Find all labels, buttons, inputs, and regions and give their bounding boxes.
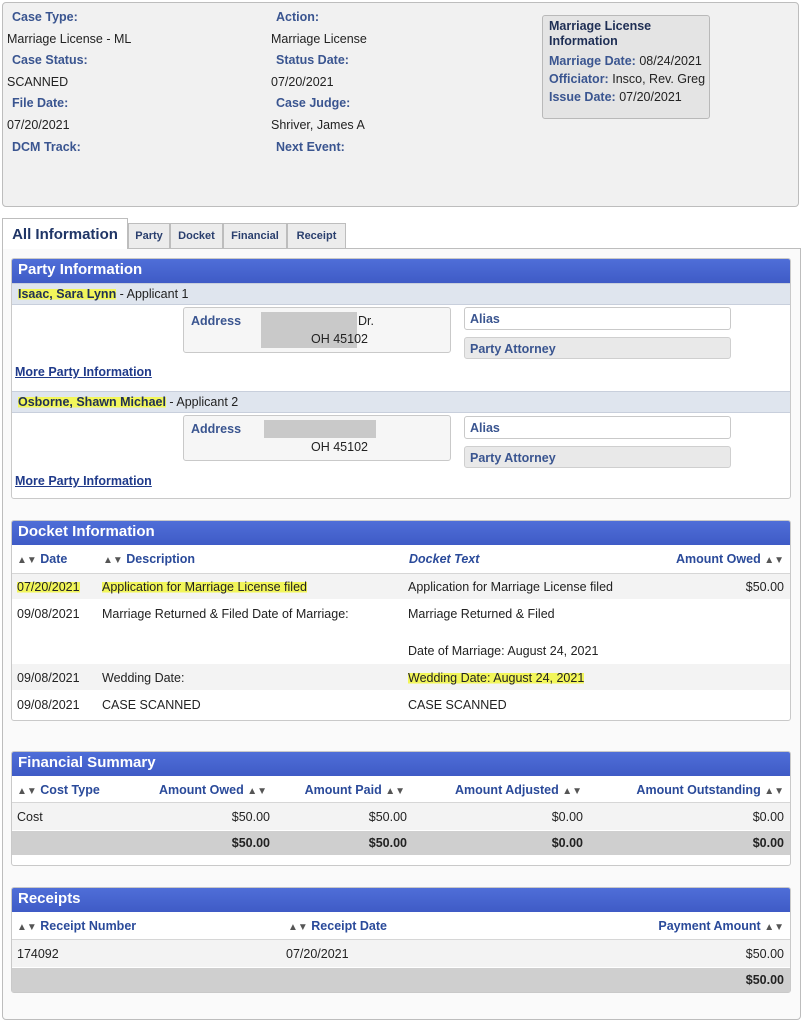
receipts-col-amount[interactable]: Payment Amount ▲▼ bbox=[658, 919, 784, 933]
financial-amount-outstanding: $0.00 bbox=[752, 810, 784, 824]
action-label: Action: bbox=[276, 10, 320, 24]
financial-summary-header: Financial Summary bbox=[12, 752, 790, 776]
docket-row-1-text: Application for Marriage License filed bbox=[408, 580, 613, 594]
sort-icon: ▲▼ bbox=[17, 786, 37, 797]
financial-total-owed: $50.00 bbox=[231, 836, 270, 850]
financial-summary-section bbox=[11, 751, 791, 866]
ml-info-title: Marriage License Information bbox=[549, 19, 652, 48]
sort-icon: ▲▼ bbox=[562, 786, 582, 797]
party-1-address-box bbox=[183, 307, 451, 353]
file-date-label: File Date: bbox=[12, 96, 69, 110]
receipt-date: 07/20/2021 bbox=[286, 947, 349, 961]
docket-row-1-amount: $50.00 bbox=[745, 580, 784, 594]
financial-total-paid: $50.00 bbox=[368, 836, 407, 850]
docket-row-2-text: Marriage Returned & Filed bbox=[408, 607, 555, 621]
party-2-name: Osborne, Shawn Michael bbox=[18, 395, 166, 409]
officiator-label: Officiator: bbox=[549, 72, 609, 86]
file-date-value: 07/20/2021 bbox=[7, 118, 70, 132]
docket-col-docket-text: Docket Text bbox=[409, 552, 480, 566]
sort-icon: ▲▼ bbox=[764, 786, 784, 797]
party-row-2 bbox=[12, 391, 790, 413]
sort-icon: ▲▼ bbox=[103, 555, 123, 566]
party-row-1 bbox=[12, 283, 790, 305]
docket-row-1-date: 07/20/2021 bbox=[17, 580, 80, 594]
issue-date-value: 07/20/2021 bbox=[619, 90, 682, 104]
sort-icon: ▲▼ bbox=[17, 922, 37, 933]
sort-icon: ▲▼ bbox=[764, 555, 784, 566]
status-date-label: Status Date: bbox=[276, 53, 349, 67]
case-status-label: Case Status: bbox=[12, 53, 88, 67]
party-information-header: Party Information bbox=[12, 259, 790, 283]
docket-information-header: Docket Information bbox=[12, 521, 790, 545]
party-2-address-label: Address bbox=[191, 422, 242, 436]
marriage-date-value: 08/24/2021 bbox=[639, 54, 702, 68]
tab-docket[interactable]: Docket bbox=[170, 223, 223, 248]
sort-icon: ▲▼ bbox=[385, 786, 405, 797]
docket-row-2-date: 09/08/2021 bbox=[17, 607, 80, 621]
tab-financial[interactable]: Financial bbox=[223, 223, 287, 248]
sort-icon: ▲▼ bbox=[17, 555, 37, 566]
case-judge-value: Shriver, James A bbox=[271, 118, 365, 132]
financial-total-outstanding: $0.00 bbox=[752, 836, 784, 850]
docket-row-1-description: Application for Marriage License filed bbox=[102, 580, 307, 594]
marriage-date-label: Marriage Date: bbox=[549, 54, 636, 68]
sort-icon: ▲▼ bbox=[764, 922, 784, 933]
docket-row-3-text: Wedding Date: August 24, 2021 bbox=[408, 671, 585, 685]
party-1-address-line1: Dr. bbox=[358, 314, 374, 328]
issue-date-label: Issue Date: bbox=[549, 90, 616, 104]
officiator-value: Insco, Rev. Greg bbox=[612, 72, 706, 86]
financial-cost-type: Cost bbox=[17, 810, 43, 824]
financial-amount-paid: $50.00 bbox=[368, 810, 407, 824]
dcm-track-label: DCM Track: bbox=[12, 140, 81, 154]
action-value: Marriage License bbox=[271, 32, 367, 46]
financial-col-amount-outstanding[interactable]: Amount Outstanding ▲▼ bbox=[636, 783, 784, 797]
next-event-label: Next Event: bbox=[276, 140, 345, 154]
sort-icon: ▲▼ bbox=[288, 922, 308, 933]
party-2-more-info-link[interactable]: More Party Information bbox=[15, 474, 152, 488]
receipts-section bbox=[11, 887, 791, 993]
case-type-label: Case Type: bbox=[12, 10, 78, 24]
docket-row-3-description: Wedding Date: bbox=[102, 671, 185, 685]
receipts-col-date[interactable]: ▲▼ Receipt Date bbox=[288, 919, 388, 933]
docket-row-4-date: 09/08/2021 bbox=[17, 698, 80, 712]
receipts-col-number[interactable]: ▲▼ Receipt Number bbox=[17, 919, 137, 933]
receipts-total: $50.00 bbox=[745, 973, 784, 987]
tab-party[interactable]: Party bbox=[128, 223, 170, 248]
party-1-role: - Applicant 1 bbox=[116, 287, 189, 301]
party-2-alias-box: Alias bbox=[464, 416, 731, 439]
docket-row-2-description: Marriage Returned & Filed Date of Marriage: bbox=[102, 607, 349, 621]
party-1-attorney-box: Party Attorney bbox=[464, 337, 731, 359]
case-status-value: SCANNED bbox=[7, 75, 69, 89]
tab-receipt[interactable]: Receipt bbox=[287, 223, 346, 248]
docket-information-section bbox=[11, 520, 791, 721]
party-1-more-info-link[interactable]: More Party Information bbox=[15, 365, 152, 379]
docket-row-2-text2: Date of Marriage: August 24, 2021 bbox=[408, 644, 599, 658]
case-judge-label: Case Judge: bbox=[276, 96, 351, 110]
table-row bbox=[12, 940, 790, 967]
sort-icon: ▲▼ bbox=[247, 786, 267, 797]
party-information-section bbox=[11, 258, 791, 499]
party-1-alias-box: Alias bbox=[464, 307, 731, 330]
receipt-amount: $50.00 bbox=[745, 947, 784, 961]
case-summary-panel bbox=[2, 2, 799, 207]
redacted-block bbox=[264, 420, 376, 438]
party-1-address-label: Address bbox=[191, 314, 242, 328]
case-type-value: Marriage License - ML bbox=[7, 32, 132, 46]
docket-col-date[interactable]: ▲▼ Date bbox=[17, 552, 68, 566]
financial-amount-adjusted: $0.00 bbox=[551, 810, 583, 824]
party-2-role: - Applicant 2 bbox=[165, 395, 239, 409]
financial-amount-owed: $50.00 bbox=[231, 810, 270, 824]
financial-col-amount-owed[interactable]: Amount Owed ▲▼ bbox=[159, 783, 267, 797]
financial-total-adjusted: $0.00 bbox=[551, 836, 583, 850]
party-2-attorney-box: Party Attorney bbox=[464, 446, 731, 468]
docket-col-description[interactable]: ▲▼ Description bbox=[103, 552, 196, 566]
party-2-address-box bbox=[183, 415, 451, 461]
party-1-address-line2: OH 45102 bbox=[311, 332, 368, 346]
docket-row-4-text: CASE SCANNED bbox=[408, 698, 507, 712]
party-2-address-line2: OH 45102 bbox=[311, 440, 368, 454]
financial-col-amount-paid[interactable]: Amount Paid ▲▼ bbox=[304, 783, 405, 797]
receipts-header: Receipts bbox=[12, 888, 790, 912]
financial-col-amount-adjusted[interactable]: Amount Adjusted ▲▼ bbox=[455, 783, 582, 797]
docket-row-3-date: 09/08/2021 bbox=[17, 671, 80, 685]
docket-col-amount-owed[interactable]: Amount Owed ▲▼ bbox=[676, 552, 784, 566]
receipts-total-row bbox=[12, 968, 790, 992]
status-date-value: 07/20/2021 bbox=[271, 75, 334, 89]
receipt-number: 174092 bbox=[17, 947, 59, 961]
tab-all-information[interactable]: All Information bbox=[2, 218, 128, 249]
marriage-license-info-box bbox=[542, 15, 710, 119]
docket-row-4-description: CASE SCANNED bbox=[102, 698, 201, 712]
party-1-name: Isaac, Sara Lynn bbox=[18, 287, 117, 301]
financial-col-cost-type[interactable]: ▲▼ Cost Type bbox=[17, 783, 100, 797]
